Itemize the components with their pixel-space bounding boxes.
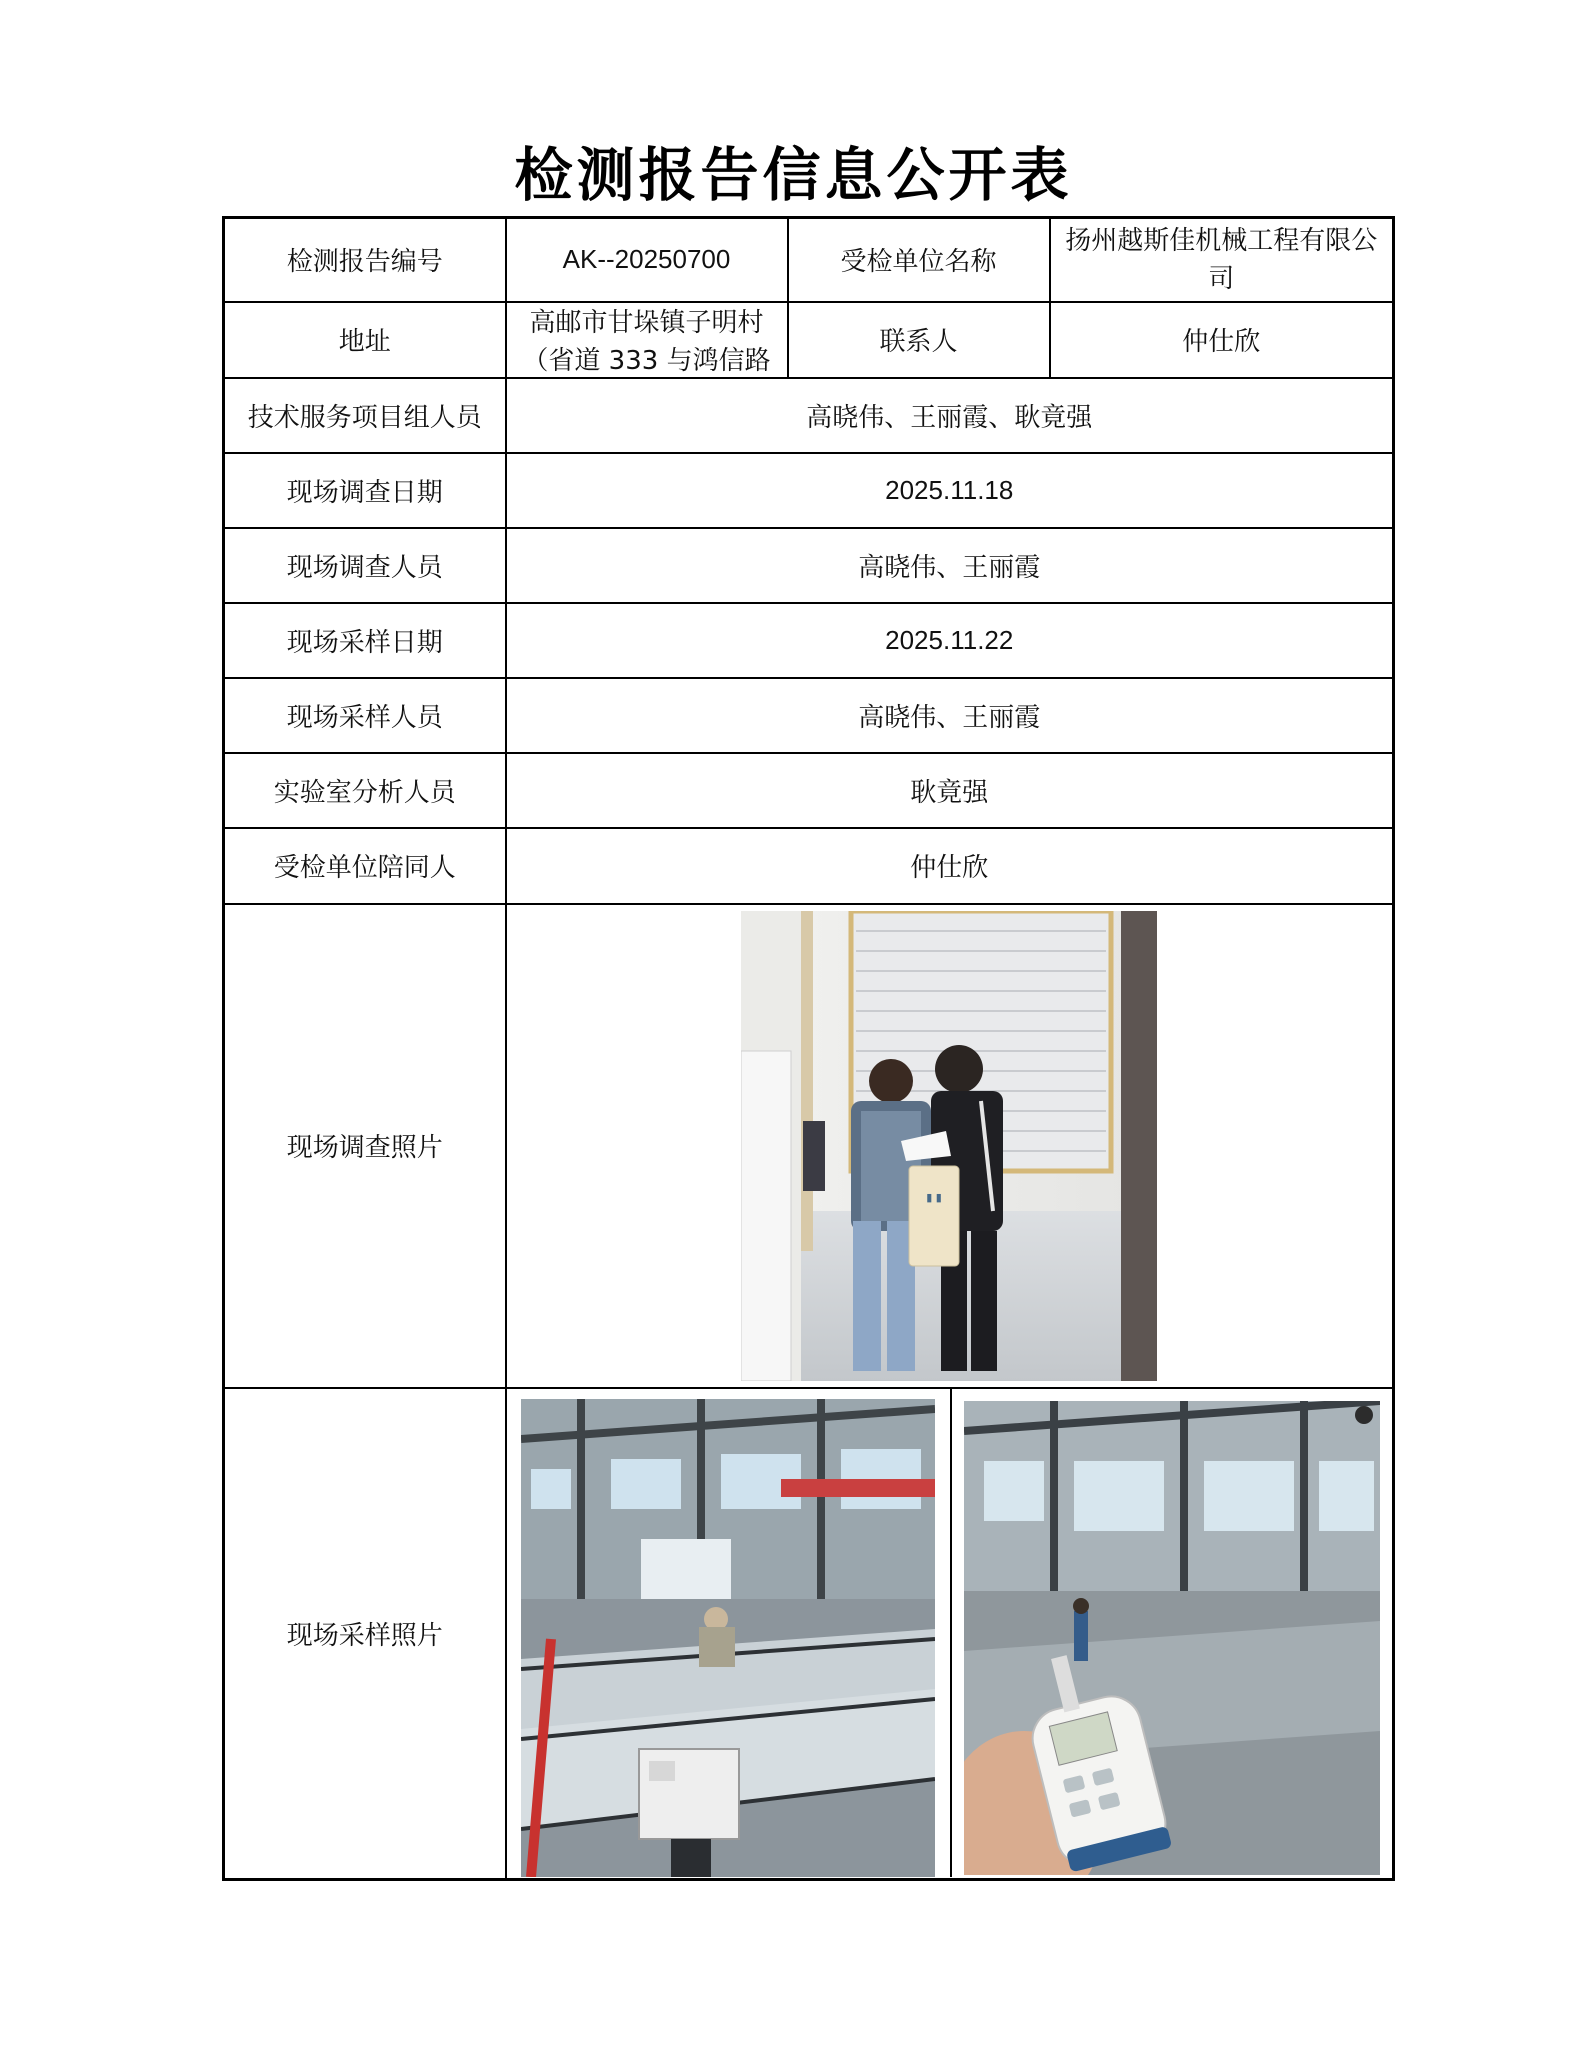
contact-label: 联系人: [788, 302, 1050, 378]
contact-value: 仲仕欣: [1050, 302, 1394, 378]
unit-name-label: 受检单位名称: [788, 218, 1050, 302]
table-row: [224, 603, 1394, 678]
lab-staff-label: 实验室分析人员: [224, 753, 506, 828]
table-row: [224, 528, 1394, 603]
table-row: [224, 753, 1394, 828]
table-row: [224, 1388, 1394, 1880]
page-title: 检测报告信息公开表: [514, 141, 1073, 209]
factory-welding-sampling-photo: [521, 1399, 935, 1877]
sampling-photo-label: 现场采样照片: [224, 1388, 506, 1880]
unit-name-value: 扬州越斯佳机械工程有限公司: [1065, 225, 1378, 294]
survey-date-value: 2025.11.18: [506, 453, 1394, 528]
lab-staff-value: 耿竟强: [506, 753, 1394, 828]
survey-staff-value: 高晓伟、王丽霞: [506, 528, 1394, 603]
sampling-staff-label: 现场采样人员: [224, 678, 506, 753]
team-label: 技术服务项目组人员: [224, 378, 506, 453]
escort-value: 仲仕欣: [506, 828, 1394, 904]
table-row: [224, 678, 1394, 753]
survey-staff-label: 现场调查人员: [224, 528, 506, 603]
address-label: 地址: [224, 302, 506, 378]
report-no-label: 检测报告编号: [224, 218, 506, 302]
table-row: [224, 453, 1394, 528]
survey-photo-label: 现场调查照片: [224, 904, 506, 1388]
survey-date-label: 现场调查日期: [224, 453, 506, 528]
table-row: [224, 302, 1394, 378]
escort-label: 受检单位陪同人: [224, 828, 506, 904]
table-row: [224, 378, 1394, 453]
table-row: [224, 828, 1394, 904]
table-row: [224, 218, 1394, 302]
report-no-value: AK--20250700: [506, 218, 788, 302]
report-info-table: [222, 216, 1395, 1881]
sampling-date-value: 2025.11.22: [506, 603, 1394, 678]
svg-text:▮ ▮: ▮ ▮: [926, 1190, 943, 1204]
sampling-date-label: 现场采样日期: [224, 603, 506, 678]
office-survey-photo: [741, 911, 1157, 1381]
team-value: 高晓伟、王丽霞、耿竟强: [506, 378, 1394, 453]
address-value: 高邮市甘垛镇子明村（省道 333 与鸿信路: [522, 307, 771, 376]
sampling-staff-value: 高晓伟、王丽霞: [506, 678, 1394, 753]
handheld-noise-meter-photo: [964, 1401, 1380, 1875]
table-row: [224, 904, 1394, 1388]
